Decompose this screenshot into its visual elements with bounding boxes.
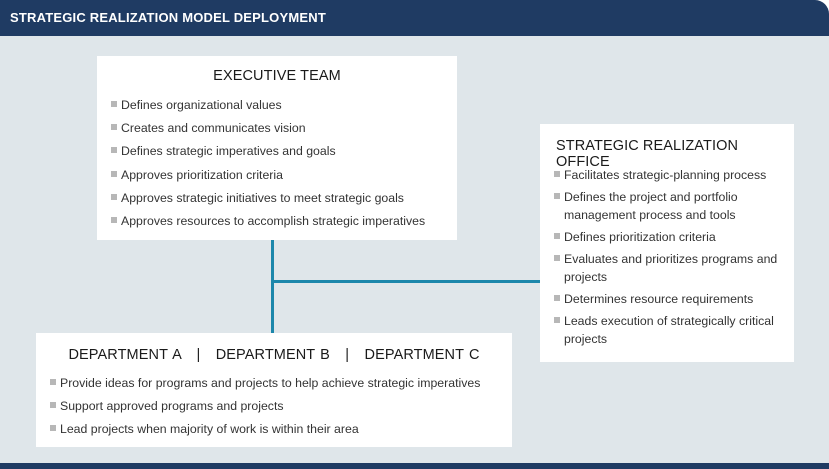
- list-item-text: Creates and communicates vision: [121, 121, 306, 136]
- list-item: [554, 290, 786, 308]
- list-item-text: Defines the project and portfolio management process and tools: [564, 190, 738, 222]
- square-bullet-icon: [554, 255, 560, 261]
- list-item-text: Evaluates and prioritizes programs and projects: [564, 252, 778, 284]
- departments-list: [50, 374, 480, 443]
- list-item-text: Approves prioritization criteria: [121, 167, 283, 182]
- list-item-text: Support approved programs and projects: [60, 399, 284, 413]
- list-item-text: Facilitates strategic-planning process: [564, 168, 767, 182]
- square-bullet-icon: [554, 317, 560, 323]
- square-bullet-icon: [554, 233, 560, 239]
- square-bullet-icon: [50, 402, 56, 408]
- list-item: [111, 119, 425, 137]
- vertical-connector: [271, 240, 274, 333]
- square-bullet-icon: [50, 379, 56, 385]
- list-item: [111, 189, 425, 207]
- list-item: [50, 397, 480, 415]
- list-item-text: Defines strategic imperatives and goals: [121, 144, 336, 159]
- square-bullet-icon: [111, 217, 117, 223]
- list-item: [554, 166, 786, 184]
- list-item: [111, 96, 425, 114]
- list-item-text: Defines organizational values: [121, 98, 282, 112]
- square-bullet-icon: [111, 171, 117, 177]
- list-item: [554, 250, 786, 286]
- square-bullet-icon: [111, 124, 117, 130]
- square-bullet-icon: [111, 101, 117, 107]
- executive-team-title: EXECUTIVE TEAM: [213, 68, 341, 84]
- list-item-text: Lead projects when majority of work is within their area: [60, 422, 359, 436]
- list-item: [554, 228, 786, 246]
- list-item-text: Leads execution of strategically critical projects: [564, 314, 774, 346]
- strategic-realization-office-box: [540, 124, 794, 362]
- list-item-text: Defines prioritization criteria: [564, 230, 716, 244]
- list-item: [111, 166, 425, 184]
- square-bullet-icon: [554, 193, 560, 199]
- list-item: [111, 142, 425, 160]
- list-item-text: Approves strategic initiatives to meet strategic goals: [121, 190, 404, 205]
- executive-team-list: [111, 96, 425, 235]
- list-item-text: Approves resources to accomplish strategic imperatives: [121, 213, 426, 228]
- square-bullet-icon: [111, 194, 117, 200]
- square-bullet-icon: [111, 147, 117, 153]
- list-item-text: Provide ideas for programs and projects to help achieve strategic imperatives: [60, 376, 481, 390]
- diagram-title: STRATEGIC REALIZATION MODEL DEPLOYMENT: [10, 10, 326, 25]
- list-item: [554, 188, 786, 224]
- footer-bar: [0, 463, 829, 469]
- square-bullet-icon: [50, 425, 56, 431]
- header-bar: [0, 0, 829, 36]
- square-bullet-icon: [554, 295, 560, 301]
- strategic-realization-office-list: [554, 166, 786, 352]
- list-item-text: Determines resource requirements: [564, 292, 754, 306]
- list-item: [111, 212, 425, 230]
- departments-box: [36, 333, 512, 447]
- list-item: [554, 312, 786, 348]
- horizontal-connector: [271, 280, 540, 283]
- strategic-realization-office-title: STRATEGIC REALIZATION OFFICE: [556, 138, 739, 170]
- executive-team-box: [97, 56, 457, 240]
- departments-title: DEPARTMENT A | DEPARTMENT B | DEPARTMENT C: [68, 347, 480, 363]
- square-bullet-icon: [554, 171, 560, 177]
- list-item: [50, 374, 480, 392]
- list-item: [50, 420, 480, 438]
